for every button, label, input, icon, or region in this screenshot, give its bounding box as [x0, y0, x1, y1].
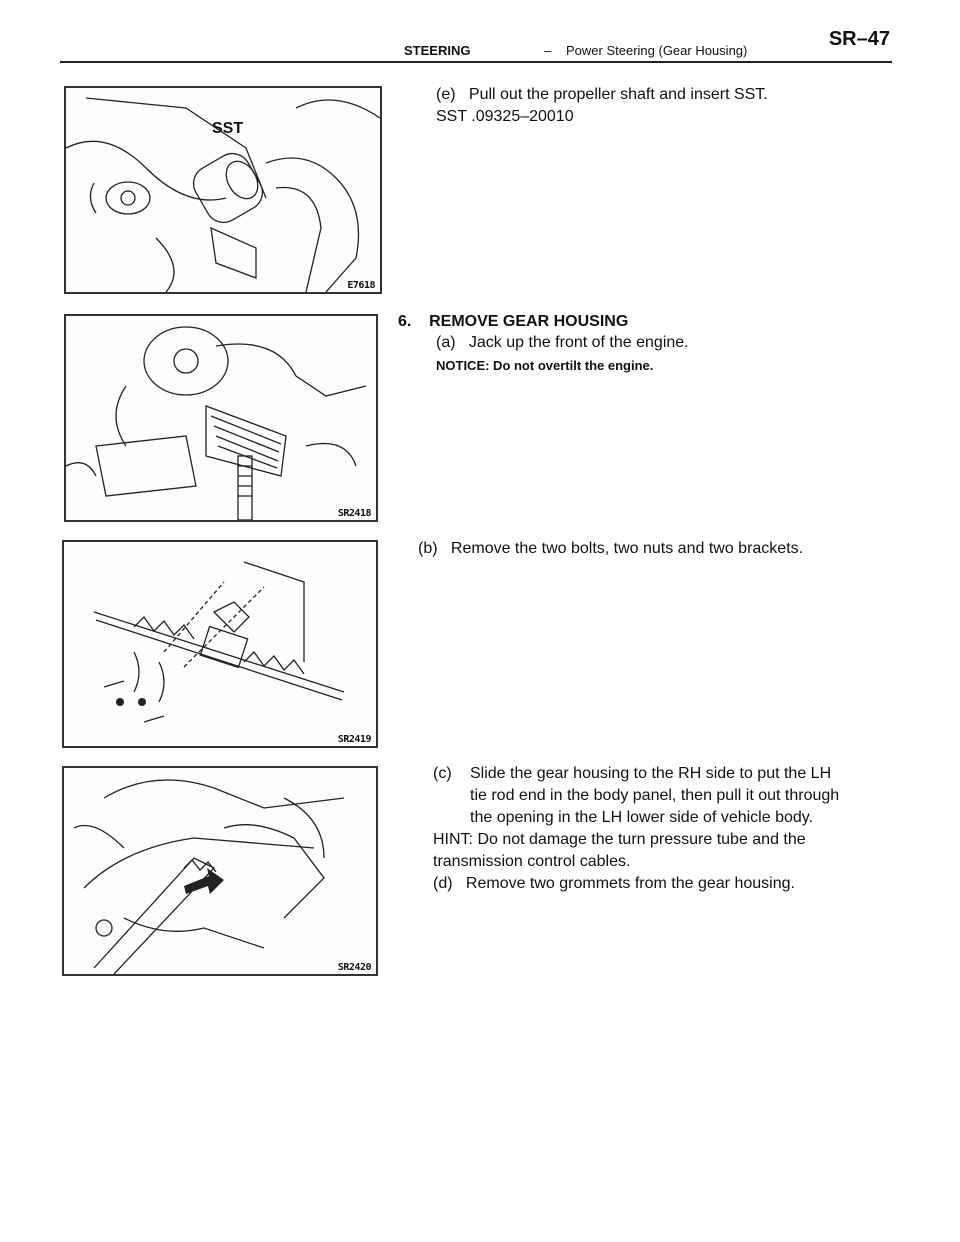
figure-code: SR2418	[337, 508, 371, 519]
step-e	[436, 84, 768, 105]
notice: NOTICE: Do not overtilt the engine.	[436, 358, 654, 373]
step-b	[418, 538, 803, 559]
section-title: STEERING	[404, 43, 471, 58]
step-b-text: Remove the two bolts, two nuts and two brackets.	[450, 540, 804, 557]
step-b-label: (b)	[418, 540, 438, 557]
figure-code: E7618	[347, 280, 375, 291]
figure-jack-engine	[64, 314, 378, 522]
step-a	[436, 332, 689, 353]
hint-line-2: transmission control cables.	[433, 853, 631, 870]
step-c-line-1: Slide the gear housing to the RH side to put the LH	[470, 765, 832, 782]
figure-gear-housing-exploded	[62, 540, 378, 748]
step-d-text: Remove two grommets from the gear housing.	[465, 875, 795, 892]
figure-remove-gear-housing	[62, 766, 378, 976]
step-c-line-2: tie rod end in the body panel, then pull it out through	[470, 787, 840, 804]
gear-removal-illustration	[64, 768, 376, 974]
step-a-text: Jack up the front of the engine.	[468, 334, 689, 351]
figure-code: SR2420	[337, 962, 371, 973]
header-separator: –	[544, 43, 552, 58]
subsection-title: Power Steering (Gear Housing)	[566, 43, 748, 58]
step-6-title: REMOVE GEAR HOUSING	[429, 313, 629, 330]
step-e-text: Pull out the propeller shaft and insert SST.	[468, 86, 768, 103]
gear-housing-exploded-illustration	[64, 542, 376, 746]
step-c-label: (c)	[433, 765, 452, 782]
sst-callout-label: SST	[212, 120, 244, 137]
step-6	[398, 311, 628, 332]
step-c-line-3: the opening in the LH lower side of vehicle body.	[470, 809, 814, 826]
step-e-label: (e)	[436, 86, 456, 103]
step-a-label: (a)	[436, 334, 456, 351]
sst-illustration	[66, 88, 380, 292]
step-d	[433, 873, 795, 894]
figure-code: SR2419	[337, 734, 371, 745]
step-d-label: (d)	[433, 875, 453, 892]
header-rule	[60, 61, 892, 63]
step-6-number: 6.	[398, 313, 412, 330]
page-header	[60, 28, 892, 62]
jack-illustration	[66, 316, 376, 520]
sst-number: SST .09325–20010	[436, 108, 574, 125]
hint-line-1: HINT: Do not damage the turn pressure tube and the	[433, 831, 806, 848]
figure-propeller-shaft-sst	[64, 86, 382, 294]
page-number: SR–47	[828, 28, 890, 50]
